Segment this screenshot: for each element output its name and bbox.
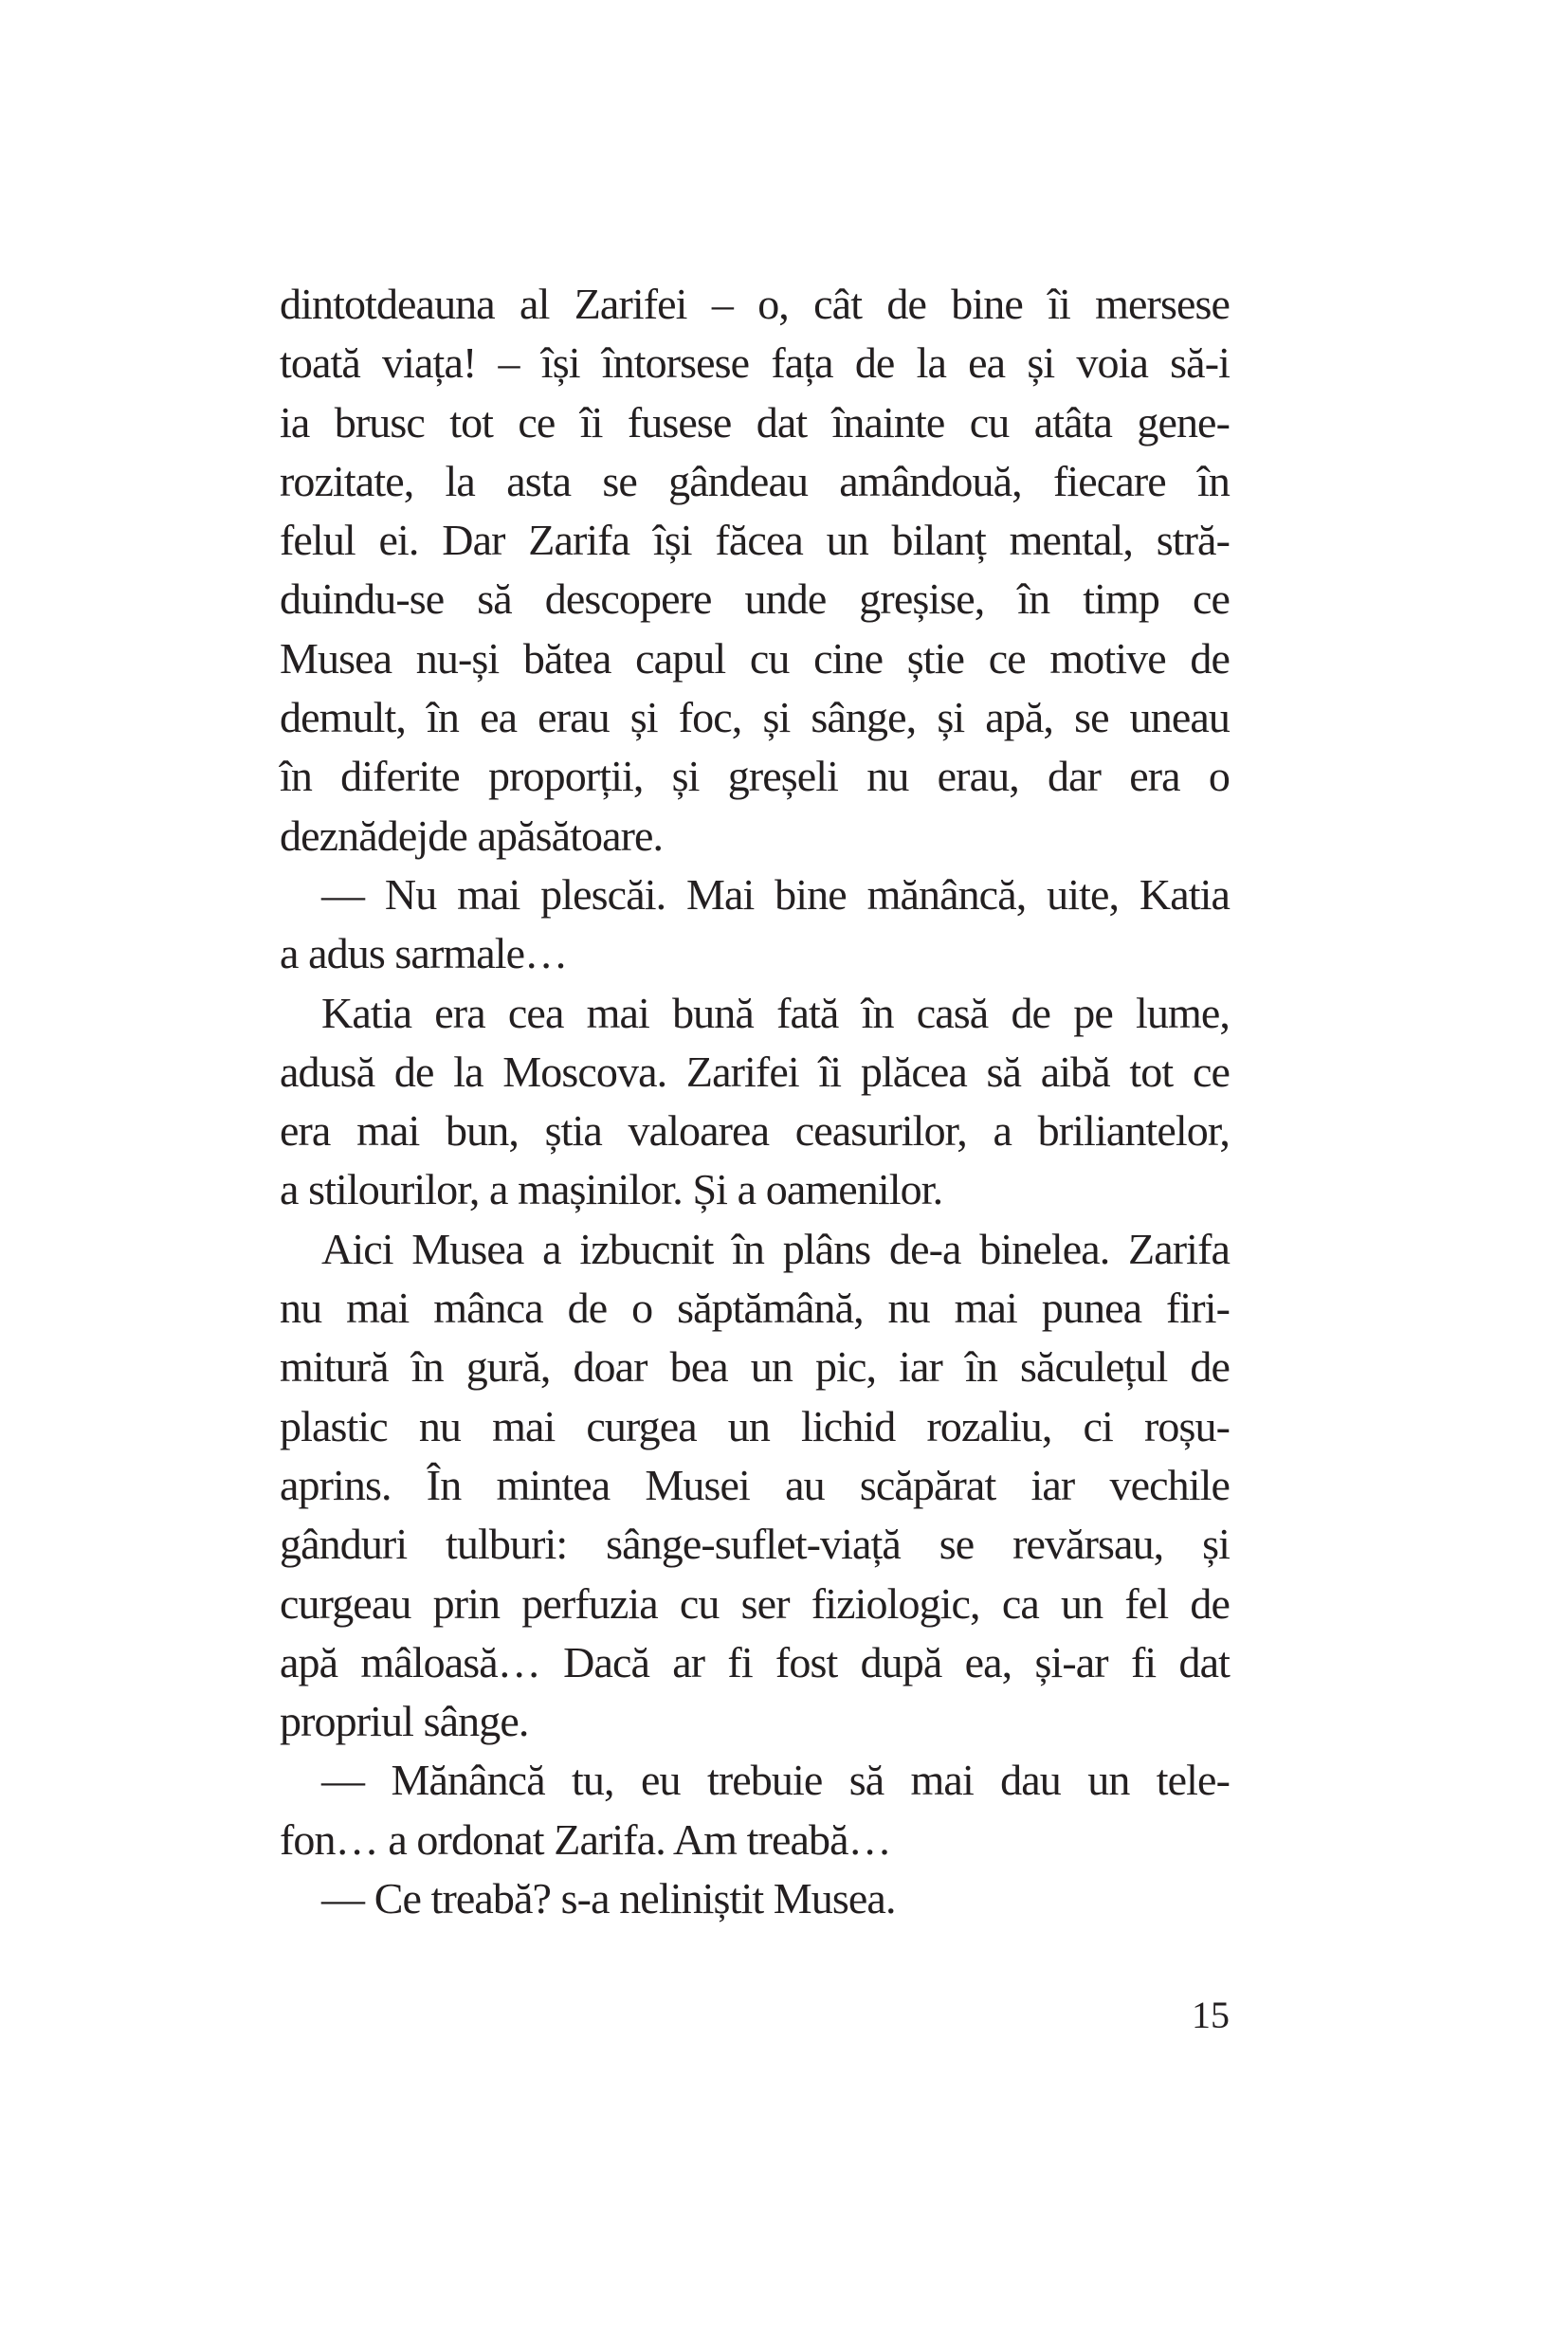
text-line: duindu-se să descopere unde greșise, în timp ce (280, 574, 1230, 624)
dialogue-line: — Mănâncă tu, eu trebuie să mai dau un tele- (321, 1756, 1230, 1805)
text-line: a adus sarmale… (280, 929, 568, 978)
text-line: nu mai mânca de o săptămână, nu mai punea firi- (280, 1284, 1230, 1333)
dialogue-line: — Ce treabă? s-a neliniștit Musea. (321, 1874, 896, 1923)
page-body-text (280, 275, 1230, 1928)
text-line: toată viața! – își întorsese fața de la ea și voia să-i (280, 338, 1230, 388)
text-line: în diferite proporții, și greșeli nu erau, dar era o (280, 752, 1230, 801)
page-number: 15 (1192, 1994, 1230, 2036)
text-line: mitură în gură, doar bea un pic, iar în săculețul de (280, 1342, 1230, 1392)
text-line: Musea nu-și bătea capul cu cine știe ce motive de (280, 633, 1230, 683)
text-line: a stilourilor, a mașinilor. Și a oamenilor. (280, 1165, 943, 1214)
text-line: dintotdeauna al Zarifei – o, cât de bine îi mersese (280, 280, 1230, 328)
text-line: Katia era cea mai bună fată în casă de pe lume, (321, 988, 1230, 1037)
text-line: gânduri tulburi: sânge-suflet-viață se revărsau, și (280, 1520, 1230, 1569)
text-line: curgeau prin perfuzia cu ser fiziologic, ca un fel de (280, 1578, 1230, 1628)
text-line: felul ei. Dar Zarifa își făcea un bilanț mental, stră- (280, 516, 1230, 565)
text-line: rozitate, la asta se gândeau amândouă, fiecare în (280, 456, 1230, 505)
text-line: apă mâloasă… Dacă ar fi fost după ea, și-ar fi dat (280, 1637, 1230, 1686)
text-line: plastic nu mai curgea un lichid rozaliu, ci roșu- (280, 1401, 1230, 1450)
dialogue-line: — Nu mai plescăi. Mai bine mănâncă, uite, Katia (321, 869, 1230, 919)
text-line: fon… a ordonat Zarifa. Am treabă… (280, 1814, 891, 1864)
text-line: era mai bun, știa valoarea ceasurilor, a briliantelor, (280, 1106, 1230, 1156)
text-line: Aici Musea a izbucnit în plâns de-a binelea. Zarifa (321, 1224, 1230, 1273)
text-line: deznădejde apăsătoare. (280, 811, 664, 860)
text-line: ia brusc tot ce îi fusese dat înainte cu atâta gene- (280, 397, 1230, 447)
text-line: demult, în ea erau și foc, și sânge, și apă, se uneau (280, 693, 1230, 742)
text-line: adusă de la Moscova. Zarifei îi plăcea să aibă tot ce (280, 1047, 1230, 1096)
text-line: propriul sânge. (280, 1697, 529, 1746)
text-line: aprins. În mintea Musei au scăpărat iar vechile (280, 1460, 1230, 1509)
